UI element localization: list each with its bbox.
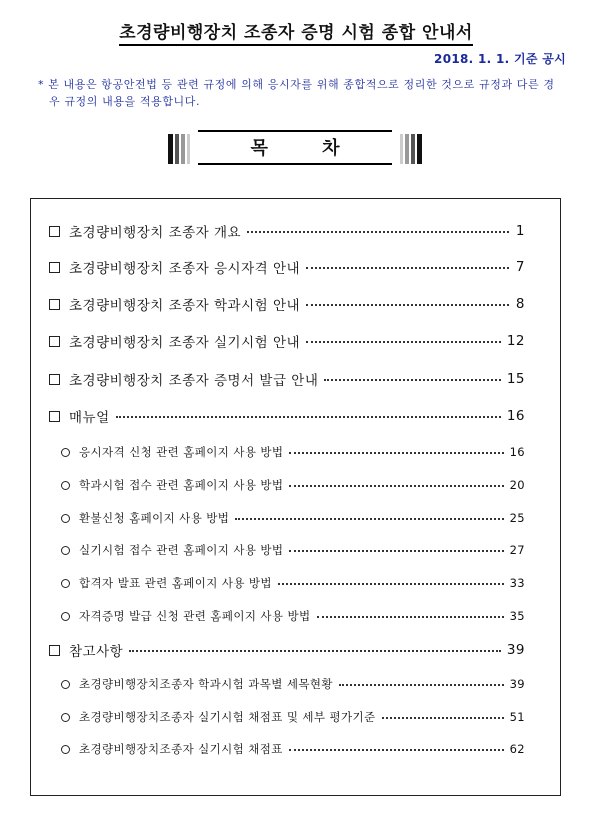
- toc-entry: [61, 575, 525, 591]
- square-bullet-icon: [49, 299, 60, 310]
- toc-entry-page: 12: [506, 333, 525, 349]
- toc-entry-label: 초경량비행장치 조종자 실기시험 안내: [69, 335, 301, 351]
- circle-bullet-icon: [61, 680, 70, 689]
- toc-entry-label: 매뉴얼: [69, 410, 110, 426]
- toc-entry: [61, 709, 525, 725]
- toc-entry-page: 62: [509, 742, 525, 756]
- document-title-text: 초경량비행장치 조종자 증명 시험 종합 안내서: [119, 23, 473, 46]
- dot-leader: [129, 650, 501, 652]
- dot-leader: [116, 416, 501, 418]
- dot-leader: [247, 231, 509, 233]
- toc-entry-label: 학과시험 접수 관련 홈페이지 사용 방법: [79, 478, 284, 492]
- toc-entry-label: 초경량비행장치 조종자 응시자격 안내: [69, 261, 301, 277]
- square-bullet-icon: [49, 411, 60, 422]
- toc-entry: [49, 640, 525, 660]
- toc-entry-label: 합격자 발표 관련 홈페이지 사용 방법: [79, 576, 272, 590]
- dot-leader: [289, 550, 503, 552]
- dot-leader: [289, 749, 504, 751]
- toc-entry-page: 20: [509, 478, 525, 492]
- toc-entry-page: 16: [506, 408, 525, 424]
- toc-entry: [49, 294, 525, 314]
- dot-leader: [289, 485, 503, 487]
- toc-heading: 목 차: [198, 130, 392, 165]
- heading-bars-left: [168, 134, 192, 164]
- toc-entry-label: 응시자격 신청 관련 홈페이지 사용 방법: [79, 445, 284, 459]
- toc-entry-page: 33: [509, 576, 525, 590]
- dot-leader: [306, 304, 509, 306]
- toc-entry-page: 1: [515, 223, 525, 239]
- toc-entry: [61, 444, 525, 460]
- circle-bullet-icon: [61, 546, 70, 555]
- dot-leader: [306, 267, 509, 269]
- circle-bullet-icon: [61, 481, 70, 490]
- toc-entry-page: 35: [509, 609, 525, 623]
- toc-entry-page: 39: [506, 642, 525, 658]
- square-bullet-icon: [49, 645, 60, 656]
- toc-entry: [61, 542, 525, 558]
- circle-bullet-icon: [61, 448, 70, 457]
- square-bullet-icon: [49, 226, 60, 237]
- toc-entry-label: 초경량비행장치 조종자 학과시험 안내: [69, 298, 301, 314]
- toc-entry-page: 27: [509, 543, 525, 557]
- notice-text: * 본 내용은 항공안전법 등 관련 규정에 의해 응시자를 위해 종합적으로 정리한 것으로 규정과 다른 경우 규정의 내용을 적용합니다.: [38, 78, 555, 108]
- dot-leader: [339, 684, 504, 686]
- toc-entry-page: 15: [506, 371, 525, 387]
- circle-bullet-icon: [61, 745, 70, 754]
- toc-entry-page: 8: [515, 296, 525, 312]
- toc-entry-page: 16: [509, 445, 525, 459]
- toc-heading-banner: [168, 130, 422, 168]
- toc-entry-label: 초경량비행장치조종자 실기시험 채점표 및 세부 평가기준: [79, 710, 376, 724]
- toc-entry: [49, 221, 525, 241]
- toc-entry: [61, 477, 525, 493]
- dot-leader: [382, 717, 504, 719]
- toc-entry-label: 참고사항: [69, 644, 124, 660]
- toc-entry: [49, 257, 525, 277]
- toc-entry: [61, 608, 525, 624]
- square-bullet-icon: [49, 374, 60, 385]
- toc-entry-page: 25: [509, 511, 525, 525]
- dot-leader: [317, 616, 504, 618]
- toc-entry-page: 7: [515, 259, 525, 275]
- toc-entry-label: 초경량비행장치조종자 학과시험 과목별 세목현황: [79, 677, 333, 691]
- dot-leader: [278, 583, 504, 585]
- square-bullet-icon: [49, 336, 60, 347]
- toc-entry-label: 초경량비행장치 조종자 증명서 발급 안내: [69, 373, 319, 389]
- toc-entry: [61, 741, 525, 757]
- toc-entry-label: 실기시험 접수 관련 홈페이지 사용 방법: [79, 543, 284, 557]
- toc-entry-page: 39: [509, 677, 525, 691]
- circle-bullet-icon: [61, 579, 70, 588]
- toc-entry-label: 초경량비행장치 조종자 개요: [69, 225, 242, 241]
- toc-entry: [61, 676, 525, 692]
- toc-entry: [49, 331, 525, 351]
- table-of-contents: [30, 198, 561, 796]
- toc-entry: [49, 369, 525, 389]
- document-title: [0, 18, 592, 43]
- toc-entry-label: 자격증명 발급 신청 관련 홈페이지 사용 방법: [79, 609, 311, 623]
- toc-entry-label: 환불신청 홈페이지 사용 방법: [79, 511, 230, 525]
- square-bullet-icon: [49, 262, 60, 273]
- toc-entry-label: 초경량비행장치조종자 실기시험 채점표: [79, 742, 283, 756]
- publish-date: 2018. 1. 1. 기준 공시: [434, 52, 566, 66]
- toc-entry: [49, 406, 525, 426]
- circle-bullet-icon: [61, 514, 70, 523]
- dot-leader: [324, 379, 500, 381]
- dot-leader: [235, 518, 503, 520]
- heading-bars-right: [398, 134, 422, 164]
- toc-entry: [61, 510, 525, 526]
- circle-bullet-icon: [61, 713, 70, 722]
- toc-entry-page: 51: [509, 710, 525, 724]
- dot-leader: [289, 452, 503, 454]
- circle-bullet-icon: [61, 612, 70, 621]
- dot-leader: [306, 341, 501, 343]
